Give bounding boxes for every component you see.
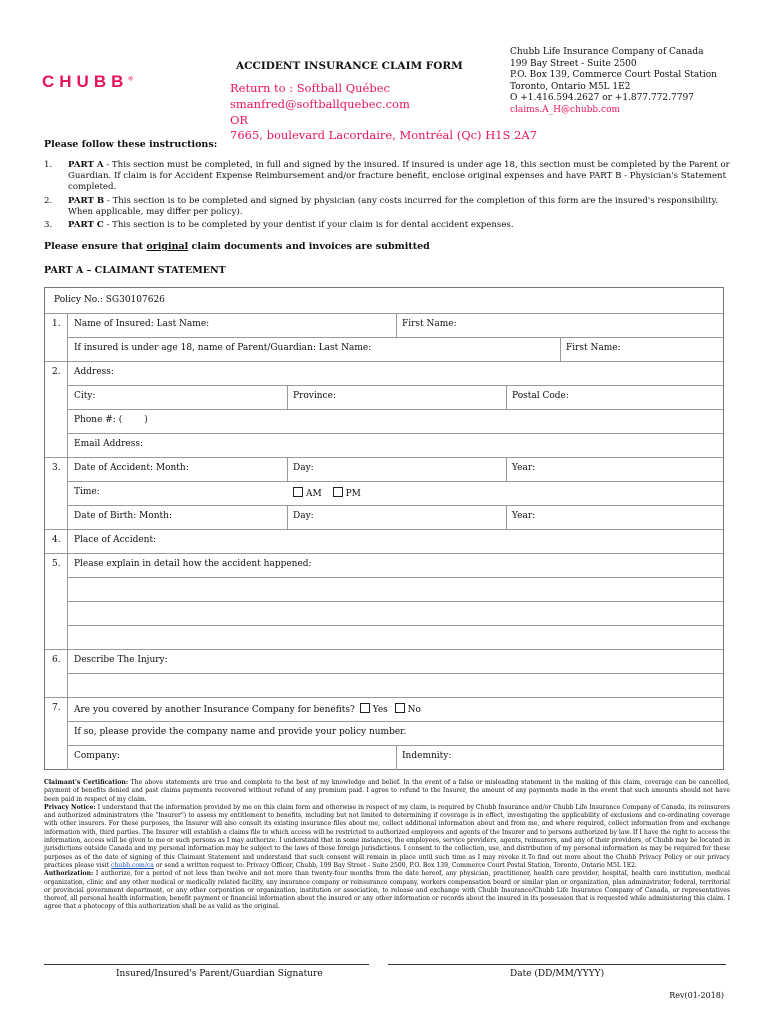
claimant-statement-table: [44, 287, 724, 770]
date-line[interactable]: [388, 964, 726, 965]
injury-description-field[interactable]: Describe The Injury:: [74, 655, 168, 665]
birth-day-field[interactable]: Day:: [293, 511, 314, 521]
insured-last-name-field[interactable]: Name of Insured: Last Name:: [74, 319, 210, 329]
indemnity-field[interactable]: Indemnity:: [402, 751, 452, 761]
instructions-heading: Please follow these instructions:: [44, 139, 218, 150]
ensure-originals-note: Please ensure that original claim documents and invoices are submitted: [44, 241, 430, 252]
accident-explanation-field[interactable]: Please explain in detail how the accident happened:: [74, 559, 312, 569]
section-number: 4.: [52, 535, 61, 545]
signature-line[interactable]: [44, 964, 369, 965]
address-field[interactable]: Address:: [74, 367, 114, 377]
postal-code-field[interactable]: Postal Code:: [512, 391, 569, 401]
pm-checkbox[interactable]: [333, 487, 343, 497]
birth-month-field[interactable]: Date of Birth: Month:: [74, 511, 172, 521]
section-number: 3.: [52, 463, 61, 473]
am-label: AM: [306, 489, 322, 499]
company-line: Chubb Life Insurance Company of Canada: [510, 47, 704, 57]
company-email-link[interactable]: claims.A_H@chubb.com: [510, 104, 621, 115]
instruction-item: [44, 160, 730, 194]
no-checkbox[interactable]: [395, 703, 405, 713]
other-insurance-question: [74, 703, 421, 715]
section-number: 5.: [52, 559, 61, 569]
city-field[interactable]: City:: [74, 391, 96, 401]
email-field[interactable]: Email Address:: [74, 439, 144, 449]
place-of-accident-field[interactable]: Place of Accident:: [74, 535, 157, 545]
pm-label: PM: [345, 489, 361, 499]
privacy-link[interactable]: chubb.com/ca: [110, 861, 154, 869]
am-checkbox[interactable]: [293, 487, 303, 497]
instruction-number: 1.: [44, 160, 53, 170]
signature-label: Insured/Insured's Parent/Guardian Signature: [116, 969, 323, 979]
policy-number: Policy No.: SG30107626: [54, 295, 165, 305]
company-line: P.O. Box 139, Commerce Court Postal Station: [510, 70, 717, 80]
other-insurance-label: Are you covered by another Insurance Company for benefits?: [74, 705, 355, 715]
return-to: Return to : Softball Québec: [230, 81, 390, 95]
yes-label: Yes: [372, 705, 388, 715]
instructions-list: [44, 160, 730, 233]
instruction-number: 3.: [44, 220, 53, 231]
am-pm-checkboxes: [291, 487, 361, 499]
revision-label: Rev(01-2018): [669, 991, 724, 1000]
return-email[interactable]: smanfred@softballquebec.com: [230, 97, 410, 111]
insured-first-name-field[interactable]: First Name:: [402, 319, 457, 329]
instruction-label: PART C: [68, 220, 104, 231]
accident-day-field[interactable]: Day:: [293, 463, 314, 473]
date-label: Date (DD/MM/YYYY): [510, 969, 605, 979]
birth-year-field[interactable]: Year:: [512, 511, 536, 521]
no-label: No: [407, 705, 421, 715]
section-number: 7.: [52, 703, 61, 713]
instruction-text: - This section is to be completed by your dentist if your claim is for dental accident expenses.: [103, 220, 514, 231]
instruction-label: PART B: [68, 195, 105, 206]
section-number: 6.: [52, 655, 61, 665]
instruction-item: [44, 220, 730, 231]
provide-policy-note: If so, please provide the company name and provide your policy number.: [74, 727, 407, 737]
instruction-text: - This section is to be completed and signed by physician (any costs incurred for the completion of this form are the insured's responsibility. When applicable, may differ per policy).: [68, 195, 719, 217]
instruction-number: 2.: [44, 195, 53, 206]
company-line: Toronto, Ontario M5L 1E2: [510, 81, 631, 92]
form-title: ACCIDENT INSURANCE CLAIM FORM: [236, 60, 463, 72]
guardian-last-name-field[interactable]: If insured is under age 18, name of Parent/Guardian: Last Name:: [74, 343, 372, 353]
section-number: 2.: [52, 367, 61, 377]
return-address: 7665, boulevard Lacordaire, Montréal (Qc) H1S 2A7: [230, 128, 538, 142]
company-address: [510, 47, 717, 116]
time-field[interactable]: Time:: [74, 487, 100, 497]
accident-year-field[interactable]: Year:: [512, 463, 536, 473]
section-number: 1.: [52, 319, 61, 329]
instruction-label: PART A: [68, 160, 104, 170]
instruction-item: [44, 196, 730, 218]
return-or: OR: [230, 113, 249, 127]
company-field[interactable]: Company:: [74, 751, 120, 761]
chubb-logo: CHUBB®: [42, 72, 133, 91]
accident-month-field[interactable]: Date of Accident: Month:: [74, 463, 189, 473]
province-field[interactable]: Province:: [293, 391, 336, 401]
yes-checkbox[interactable]: [360, 703, 370, 713]
instruction-text: - This section must be completed, in full and signed by the insured. If insured is under age 18, this section must be completed by the Parent or Guardian. If claim is for Accident Expense Reimbursement and/or fracture benefit, enclose original expenses and have PART B - Physician's Statement completed.: [68, 160, 730, 193]
guardian-first-name-field[interactable]: First Name:: [566, 343, 621, 353]
company-line: 199 Bay Street - Suite 2500: [510, 58, 637, 69]
company-line: O +1.416.594.2627 or +1.877.772.7797: [510, 93, 694, 103]
phone-field[interactable]: Phone #: ( ): [74, 415, 148, 425]
certification-text: Claimant's Certification: The above statements are true and complete to the best of my knowledge and belief. In the event of a false or misleading statement in the making of this claim, coverage can be cancelled, payment of benefits denied and past claims payments recovered without refund of any premium paid. I agree to refund to the Insurer, the amount of any payments made in the event that such amounts should not have been paid in respect of my claim. Privacy Notice: I understand that the information provided by me on this claim form and otherwise in respect of my claim, is required by Chubb Insurance and/or Chubb Life Insurance Company of Canada, its reinsurers and authorized administrators (the "Insurer") to assess my entitlement to benefits, including but not limited to determining if coverage is in effect, investigating the applicability of exclusions and co-ordinating coverage with other insurers. For these purposes, the Insurer will also consult its existing insurance files about me, collect additional information about and from me, and where required, collect information from and exchange information with, third parties. The Insurer will establish a claims file to which access will be restricted to authorized employees and agents of the Insurer and to persons authorized by law. If I have the right to access the information, access will be given to me or such persons as I may authorize. I understand that in some instances, the employees, service providers, agents, reinsurers, and any of their providers, of Chubb may be located in jurisdictions outside Canada and my personal information may be subject to the laws of those foreign jurisdictions. I consent to the collection, use, and distribution of my personal information as may be required for these purposes as of the date of signing of this Claimant Statement and understand that such consent will remain in place until such time as I may revoke it.To find out more about the Chubb Privacy Policy or our privacy practices please visit chubb.com/ca or send a written request to: Privacy Officer, Chubb, 199 Bay Street - Suite 2500, P.O. Box 139, Commerce Court Postal Station, Toronto, Ontario M5L 1E2. Authorization: I authorize, for a period of not less than twelve and not more than twenty-four months from the date hereof, any physician, practitioner, health care provider, hospital, health care institution, medical organization, clinic and any other medical or medically related facility, any insurance company or reinsurance company, workers compensation board or similar plan or organization, plan administrator, federal, territorial or provincial government department, or any other corporation or organization, institution or association, to release and exchange with Chubb Insurance/Chubb Life Insurance Company of Canada, or representatives thereof, all personal health information, benefit payment or financial information about the insured or any other information or records about the insured in its possession that is requested while administering this claim. I agree that a photocopy of this authorization shall be as valid as the original.: [44, 779, 730, 911]
part-a-heading: PART A – CLAIMANT STATEMENT: [44, 265, 226, 276]
